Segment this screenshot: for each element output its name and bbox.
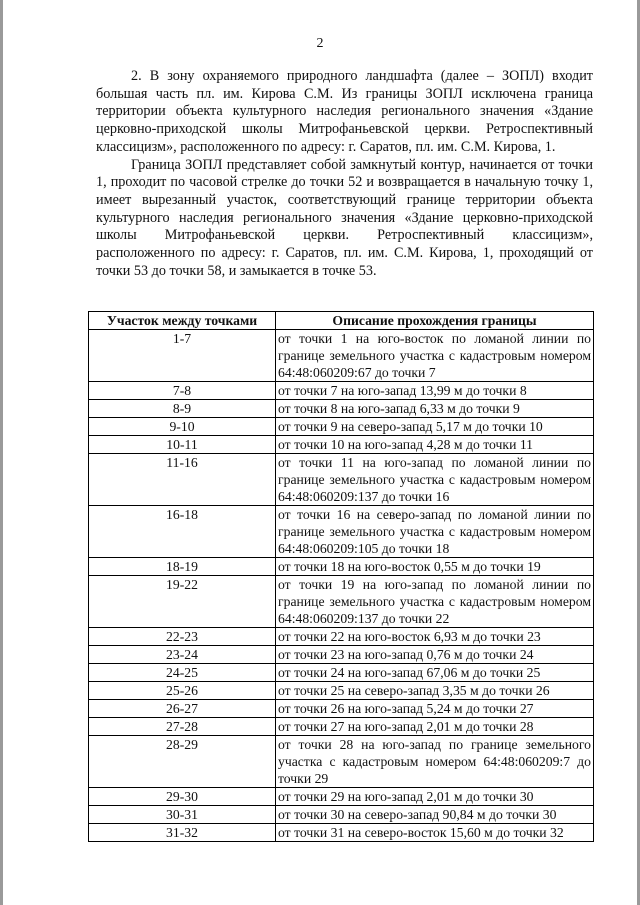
segment-cell: 22-23 [89, 628, 276, 646]
header-segment: Участок между точками [89, 312, 276, 330]
description-cell: от точки 22 на юго-восток 6,93 м до точки 23 [276, 628, 594, 646]
table-row [89, 788, 594, 806]
description-cell: от точки 31 на северо-восток 15,60 м до точки 32 [276, 824, 594, 842]
description-cell: от точки 9 на северо-запад 5,17 м до точки 10 [276, 418, 594, 436]
segment-cell: 25-26 [89, 682, 276, 700]
table-row [89, 700, 594, 718]
description-cell: от точки 23 на юго-запад 0,76 м до точки 24 [276, 646, 594, 664]
paragraph-zone-description: 2. В зону охраняемого природного ландшафта (далее – ЗОПЛ) входит большая часть пл. им. Кирова С.М. Из границы ЗОПЛ исключена граница территории объекта культурного наследия регионального значения «Здание церковно-приходской школы Митрофаньевской церкви. Ретроспективный классицизм», расположенного по адресу: г. Саратов, пл. им. С.М. Кирова, 1. [96, 68, 593, 155]
description-cell: от точки 26 на юго-запад 5,24 м до точки 27 [276, 700, 594, 718]
table-header-row [89, 312, 594, 330]
segment-cell: 28-29 [89, 736, 276, 788]
table-row [89, 824, 594, 842]
description-cell: от точки 10 на юго-запад 4,28 м до точки 11 [276, 436, 594, 454]
segment-cell: 8-9 [89, 400, 276, 418]
table-row [89, 558, 594, 576]
segment-cell: 16-18 [89, 506, 276, 558]
table-row [89, 806, 594, 824]
description-cell: от точки 25 на северо-запад 3,35 м до точки 26 [276, 682, 594, 700]
segment-cell: 1-7 [89, 330, 276, 382]
header-description: Описание прохождения границы [276, 312, 594, 330]
segment-cell: 7-8 [89, 382, 276, 400]
table-row [89, 646, 594, 664]
description-cell: от точки 1 на юго-восток по ломаной линии по границе земельного участка с кадастровым номером 64:48:060209:67 до точки 7 [276, 330, 594, 382]
segment-cell: 18-19 [89, 558, 276, 576]
description-cell: от точки 11 на юго-запад по ломаной линии по границе земельного участка с кадастровым номером 64:48:060209:137 до точки 16 [276, 454, 594, 506]
segment-cell: 19-22 [89, 576, 276, 628]
body-text [96, 68, 593, 280]
paragraph-boundary-description: Граница ЗОПЛ представляет собой замкнутый контур, начинается от точки 1, проходит по часовой стрелке до точки 52 и возвращается в начальную точку 1, имеет вырезанный участок, соответствующий границе территории объекта культурного наследия регионального значения «Здание церковно-приходской школы Митрофаньевской церкви. Ретроспективный классицизм», расположенного по адресу: г. Саратов, пл. им. С.М. Кирова, 1, проходящий от точки 53 до точки 58, и замыкается в точке 53. [96, 156, 593, 279]
table-row [89, 736, 594, 788]
table-row [89, 436, 594, 454]
segment-cell: 9-10 [89, 418, 276, 436]
table-row [89, 628, 594, 646]
table-row [89, 400, 594, 418]
segment-cell: 26-27 [89, 700, 276, 718]
table-row [89, 576, 594, 628]
description-cell: от точки 7 на юго-запад 13,99 м до точки 8 [276, 382, 594, 400]
description-cell: от точки 16 на северо-запад по ломаной линии по границе земельного участка с кадастровым номером 64:48:060209:105 до точки 18 [276, 506, 594, 558]
table-row [89, 718, 594, 736]
segment-cell: 23-24 [89, 646, 276, 664]
segment-cell: 31-32 [89, 824, 276, 842]
description-cell: от точки 30 на северо-запад 90,84 м до точки 30 [276, 806, 594, 824]
description-cell: от точки 19 на юго-запад по ломаной линии по границе земельного участка с кадастровым номером 64:48:060209:137 до точки 22 [276, 576, 594, 628]
segment-cell: 27-28 [89, 718, 276, 736]
description-cell: от точки 18 на юго-восток 0,55 м до точки 19 [276, 558, 594, 576]
description-cell: от точки 24 на юго-запад 67,06 м до точки 25 [276, 664, 594, 682]
description-cell: от точки 28 на юго-запад по границе земельного участка с кадастровым номером 64:48:060209:7 до точки 29 [276, 736, 594, 788]
segment-cell: 30-31 [89, 806, 276, 824]
table-row [89, 664, 594, 682]
table-row [89, 418, 594, 436]
table-row [89, 382, 594, 400]
description-cell: от точки 8 на юго-запад 6,33 м до точки 9 [276, 400, 594, 418]
segment-cell: 11-16 [89, 454, 276, 506]
table-row [89, 330, 594, 382]
page-number: 2 [316, 36, 324, 51]
segment-cell: 24-25 [89, 664, 276, 682]
description-cell: от точки 27 на юго-запад 2,01 м до точки 28 [276, 718, 594, 736]
segment-cell: 29-30 [89, 788, 276, 806]
table-row [89, 506, 594, 558]
boundary-table [88, 311, 594, 842]
table-row [89, 454, 594, 506]
description-cell: от точки 29 на юго-запад 2,01 м до точки 30 [276, 788, 594, 806]
segment-cell: 10-11 [89, 436, 276, 454]
scan-edge-left [0, 0, 3, 905]
table-row [89, 682, 594, 700]
